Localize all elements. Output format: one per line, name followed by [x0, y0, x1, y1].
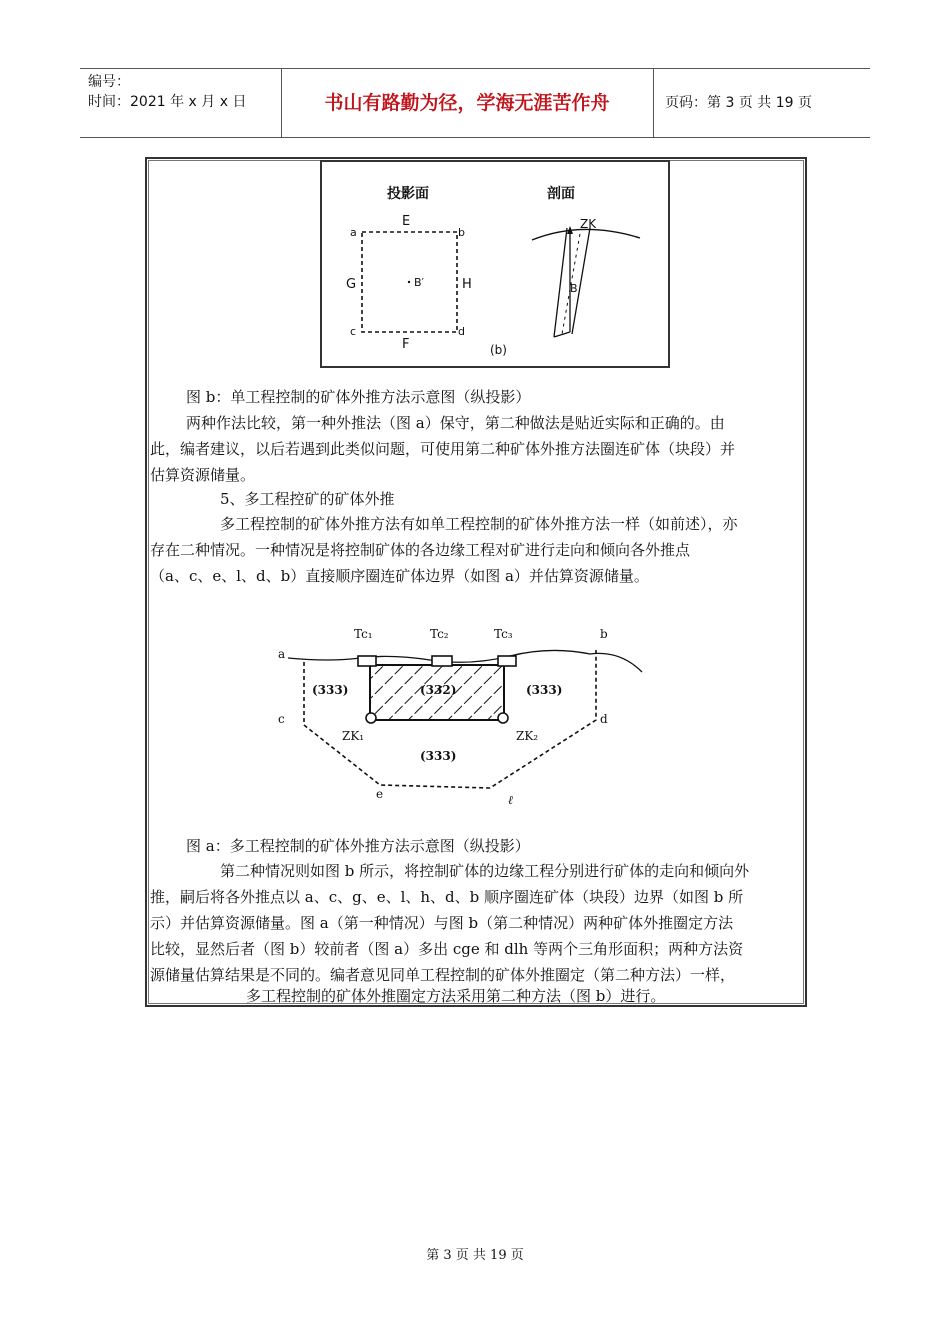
- point-b: b: [600, 627, 608, 641]
- figure-b-drawing: [322, 162, 668, 366]
- drillhole-zk1: [366, 713, 376, 723]
- header-divider: [653, 69, 654, 137]
- label-tc1: Tc₁: [354, 627, 373, 641]
- label-section-b: B: [570, 282, 578, 295]
- paragraph-3-line-3: 示）并估算资源储量。图 a（第一种情况）与图 b（第二种情况）两种矿体外推圈定方法: [150, 914, 734, 932]
- header-page-number: 页码：第 3 页 共 19 页: [665, 95, 812, 111]
- label-G: G: [346, 277, 357, 292]
- caption-figure-b: 图 b：单工程控制的矿体外推方法示意图（纵投影）: [186, 388, 531, 406]
- caption-figure-a: 图 a：多工程控制的矿体外推方法示意图（纵投影）: [186, 837, 530, 855]
- paragraph-3-line-2: 推，嗣后将各外推点以 a、c、g、e、l、h、d、b 顺序圈连矿体（块段）边界（如图 b 所: [150, 888, 744, 906]
- paragraph-3-line-5: 源储量估算结果是不同的。编者意见同单工程控制的矿体外推圈定（第二种方法）一样，: [150, 966, 736, 984]
- label-333-bottom: (333): [420, 749, 457, 763]
- section-5-heading: 5、多工程控矿的矿体外推: [220, 490, 395, 508]
- label-a: a: [350, 226, 357, 239]
- label-333-left: (333): [312, 683, 349, 697]
- label-c: c: [350, 325, 357, 338]
- center-point: [408, 281, 410, 283]
- paragraph-2-line-3: （a、c、e、l、d、b）直接顺序圈连矿体边界（如图 a）并估算资源储量。: [150, 567, 649, 585]
- orebody-boundary: [572, 228, 590, 334]
- point-e: e: [376, 787, 384, 801]
- label-332: (332): [420, 683, 457, 697]
- figure-b-tag: (b): [490, 343, 507, 357]
- paragraph-1-line-1: 两种作法比较，第一种外推法（图 a）保守，第二种做法是贴近实际和正确的。由: [186, 414, 725, 432]
- label-zk1: ZK₁: [342, 729, 365, 743]
- figure-a: [270, 620, 650, 815]
- ground-surface-line: [532, 229, 640, 240]
- figure-b: [320, 160, 670, 368]
- header-info-cell: [80, 69, 280, 137]
- section-title: 剖面: [547, 186, 575, 202]
- point-a: a: [278, 647, 286, 661]
- label-zk: ZK: [580, 217, 597, 231]
- label-F: F: [402, 337, 410, 352]
- label-E: E: [402, 214, 411, 229]
- point-l: ℓ: [508, 793, 513, 807]
- label-b: b: [458, 226, 465, 239]
- paragraph-3-line-6: 多工程控制的矿体外推圈定方法采用第二种方法（图 b）进行。: [246, 987, 666, 1005]
- trench-tc2: [432, 656, 452, 666]
- paragraph-1-line-3: 估算资源储量。: [150, 466, 256, 484]
- page-footer: 第 3 页 共 19 页: [426, 1248, 524, 1263]
- page-header: [80, 68, 870, 138]
- label-H: H: [462, 277, 472, 292]
- point-c: c: [278, 712, 285, 726]
- label-d: d: [458, 325, 465, 338]
- paragraph-3-line-1: 第二种情况则如图 b 所示，将控制矿体的边缘工程分别进行矿体的走向和倾向外: [220, 862, 750, 880]
- borehole-line: [554, 228, 567, 337]
- label-b-prime: B′: [414, 276, 425, 289]
- drillhole-zk2: [498, 713, 508, 723]
- label-333-right: (333): [526, 683, 563, 697]
- paragraph-2-line-1: 多工程控制的矿体外推方法有如单工程控制的矿体外推方法一样（如前述），亦: [220, 515, 738, 533]
- header-motto: 书山有路勤为径，学海无涯苦作舟: [324, 92, 610, 114]
- point-d: d: [600, 712, 608, 726]
- trench-tc3: [498, 656, 516, 666]
- projection-title: 投影面: [387, 186, 429, 202]
- trench-tc1: [358, 656, 376, 666]
- paragraph-3-line-4: 比较，显然后者（图 b）较前者（图 a）多出 cge 和 dlh 等两个三角形面积；两种方法资: [150, 940, 744, 958]
- document-time-label: 时间：2021 年 x 月 x 日: [88, 94, 247, 110]
- label-tc3: Tc₃: [494, 627, 513, 641]
- paragraph-2-line-2: 存在二种情况。一种情况是将控制矿体的各边缘工程对矿进行走向和倾向各外推点: [150, 541, 691, 559]
- document-number-label: 编号：: [88, 74, 130, 90]
- label-tc2: Tc₂: [430, 627, 449, 641]
- paragraph-1-line-2: 此，编者建议，以后若遇到此类似问题，可使用第二种矿体外推方法圈连矿体（块段）并: [150, 440, 736, 458]
- label-zk2: ZK₂: [516, 729, 539, 743]
